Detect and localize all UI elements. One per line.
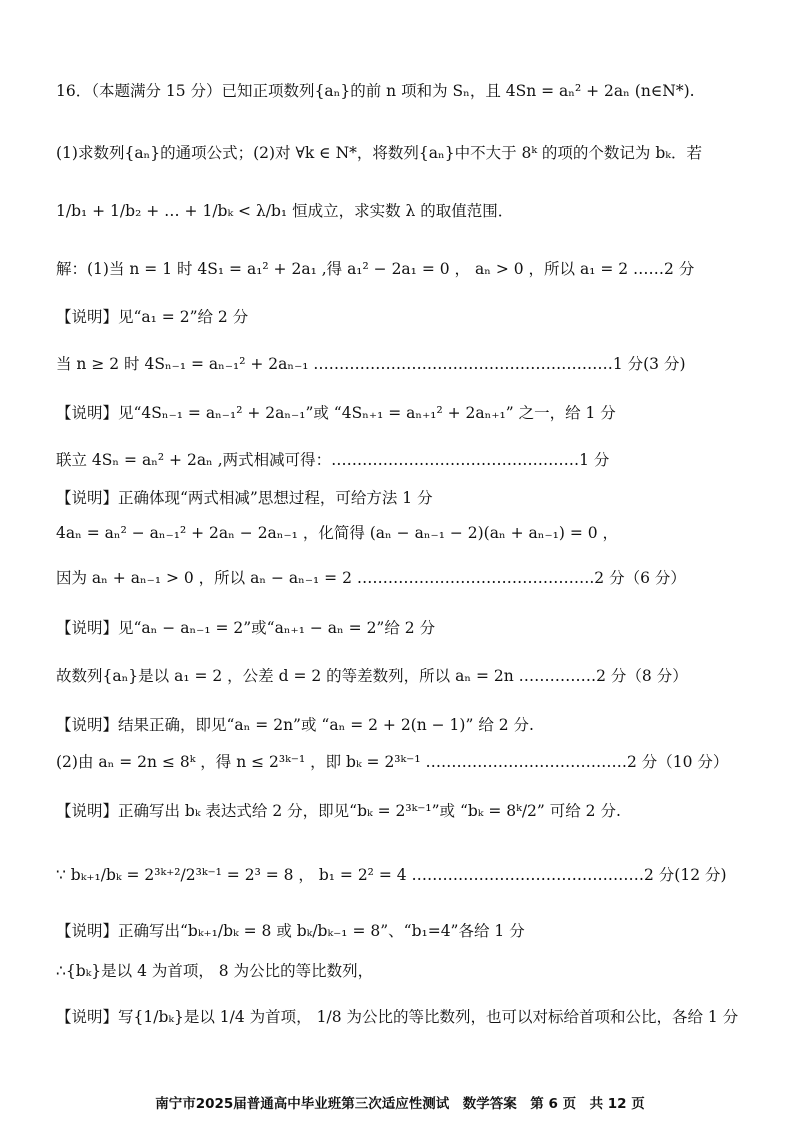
note-line: 【说明】写{1/bₖ}是以 1/4 为首项， 1/8 为公比的等比数列，也可以对标给首项和公比，各给 1 分	[56, 1008, 739, 1026]
note-line: 【说明】结果正确，即见“aₙ = 2n”或 “aₙ = 2 + 2(n − 1)” 给 2 分.	[56, 716, 534, 734]
note-line: 【说明】正确体现“两式相减”思想过程，可给方法 1 分	[56, 489, 433, 507]
solution-line: ∴{bₖ}是以 4 为首项， 8 为公比的等比数列，	[56, 962, 374, 980]
solution-line: ∵ bₖ₊₁/bₖ = 2³ᵏ⁺²/2³ᵏ⁻¹ = 2³ = 8 ， b₁ = 2² = 4 ………………………………………2 分(12 分)	[56, 866, 727, 884]
solution-line: 解：(1)当 n = 1 时 4S₁ = a₁² + 2a₁ ,得 a₁² − 2a₁ = 0 ， aₙ > 0 ，所以 a₁ = 2 ……2 分	[56, 260, 695, 278]
note-line: 【说明】正确写出“bₖ₊₁/bₖ = 8 或 bₖ/bₖ₋₁ = 8”、“b₁=4”各给 1 分	[56, 922, 525, 940]
note-line: 【说明】见“4Sₙ₋₁ = aₙ₋₁² + 2aₙ₋₁”或 “4Sₙ₊₁ = aₙ₊₁² + 2aₙ₊₁” 之一，给 1 分	[56, 404, 616, 422]
solution-line: 因为 aₙ + aₙ₋₁ > 0 ，所以 aₙ − aₙ₋₁ = 2 ……………………………………….2 分（6 分）	[56, 569, 686, 587]
note-line: 【说明】见“aₙ − aₙ₋₁ = 2”或“aₙ₊₁ − aₙ = 2”给 2 分	[56, 619, 436, 637]
solution-line: (2)由 aₙ = 2n ≤ 8ᵏ ，得 n ≤ 2³ᵏ⁻¹ ，即 bₖ = 2³ᵏ⁻¹ …………………………………2 分（10 分）	[56, 753, 729, 771]
problem-number: 16．	[56, 82, 92, 100]
question-line-2: 1/b₁ + 1/b₂ + … + 1/bₖ < λ/b₁ 恒成立，求实数 λ 的取值范围．	[56, 202, 514, 220]
question-line-1: (1)求数列{aₙ}的通项公式；(2)对 ∀k ∈ N*，将数列{aₙ}中不大于 8ᵏ 的项的个数记为 bₖ．若	[56, 144, 702, 162]
problem-intro	[56, 80, 760, 102]
solution-line: 故数列{aₙ}是以 a₁ = 2 ，公差 d = 2 的等差数列，所以 aₙ = 2n ……………2 分（8 分）	[56, 667, 688, 685]
note-line: 【说明】正确写出 bₖ 表达式给 2 分，即见“bₖ = 2³ᵏ⁻¹”或 “bₖ = 8ᵏ/2” 可给 2 分.	[56, 802, 621, 820]
note-line: 【说明】见“a₁ = 2”给 2 分	[56, 308, 249, 326]
solution-line: 联立 4Sₙ = aₙ² + 2aₙ ,两式相减可得：…………………………………………1 分	[56, 451, 610, 469]
solution-line: 当 n ≥ 2 时 4Sₙ₋₁ = aₙ₋₁² + 2aₙ₋₁ .…………………………………………………1 分(3 分)	[56, 355, 686, 373]
solution-line: 4aₙ = aₙ² − aₙ₋₁² + 2aₙ − 2aₙ₋₁ ，化简得 (aₙ − aₙ₋₁ − 2)(aₙ + aₙ₋₁) = 0 ，	[56, 524, 619, 542]
page-footer: 南宁市2025届普通高中毕业班第三次适应性测试 数学答案 第 6 页 共 12 页	[155, 1096, 645, 1112]
problem-statement: （本题满分 15 分）已知正项数列{aₙ}的前 n 项和为 Sₙ，且 4Sn = aₙ² + 2aₙ (n∈N*).	[91, 82, 695, 100]
